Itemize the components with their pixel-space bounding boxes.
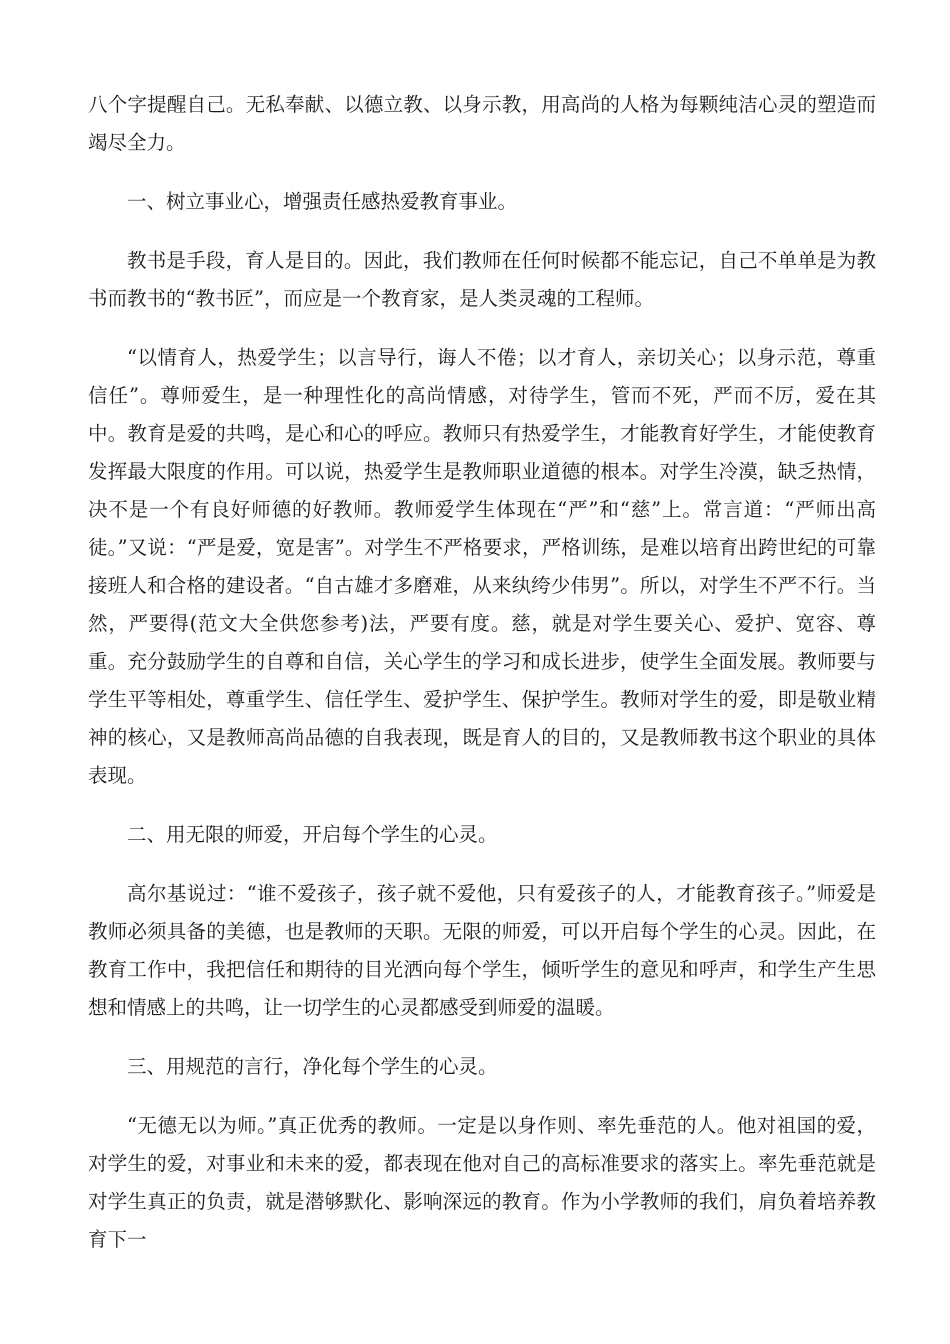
- paragraph-continuation: 八个字提醒自己。无私奉献、以德立教、以身示教，用高尚的人格为每颗纯洁心灵的塑造而竭尽全力。: [88, 93, 876, 154]
- document-body: [88, 86, 876, 1280]
- paragraph: 教书是手段，育人是目的。因此，我们教师在任何时候都不能忘记，自己不单单是为教书而教书的“教书匠”，而应是一个教育家，是人类灵魂的工程师。: [88, 249, 876, 310]
- section-heading-3: 三、用规范的言行，净化每个学生的心灵。: [127, 1055, 498, 1078]
- paragraph: 高尔基说过：“谁不爱孩子，孩子就不爱他，只有爱孩子的人，才能教育孩子。”师爱是教师必须具备的美德，也是教师的天职。无限的师爱，可以开启每个学生的心灵。因此，在教育工作中，我把信任和期待的目光洒向每个学生，倾听学生的意见和呼声，和学生产生思想和情感上的共鸣，让一切学生的心灵都感受到师爱的温暖。: [88, 882, 876, 1019]
- section-heading-2: 二、用无限的师爱，开启每个学生的心灵。: [127, 823, 498, 846]
- section-heading-1: 一、树立事业心，增强责任感热爱教育事业。: [127, 190, 518, 213]
- paragraph: “无德无以为师。”真正优秀的教师。一定是以身作则、率先垂范的人。他对祖国的爱，对学生的爱，对事业和未来的爱，都表现在他对自己的高标准要求的落实上。率先垂范就是对学生真正的负责，就是潜够默化、影响深远的教育。作为小学教师的我们，肩负着培养教育下一: [88, 1114, 876, 1251]
- paragraph: “以情育人，热爱学生；以言导行，诲人不倦；以才育人，亲切关心；以身示范，尊重信任”。尊师爱生，是一种理性化的高尚情感，对待学生，管而不死，严而不厉，爱在其中。教育是爱的共鸣，是心和心的呼应。教师只有热爱学生，才能教育好学生，才能使教育发挥最大限度的作用。可以说，热爱学生是教师职业道德的根本。对学生冷漠，缺乏热情，决不是一个有良好师德的好教师。教师爱学生体现在“严”和“慈”上。常言道：“严师出高徒。”又说：“严是爱，宽是害”。对学生不严格要求，严格训练，是难以培育出跨世纪的可靠接班人和合格的建设者。“自古雄才多磨难，从来纨绔少伟男”。所以，对学生不严不行。当然，严要得(范文大全供您参考)法，严要有度。慈，就是对学生要关心、爱护、宽容、尊重。充分鼓励学生的自尊和自信，关心学生的学习和成长进步，使学生全面发展。教师要与学生平等相处，尊重学生、信任学生、爱护学生、保护学生。教师对学生的爱，即是敬业精神的核心，又是教师高尚品德的自我表现，既是育人的目的，又是教师教书这个职业的具体表现。: [88, 346, 876, 787]
